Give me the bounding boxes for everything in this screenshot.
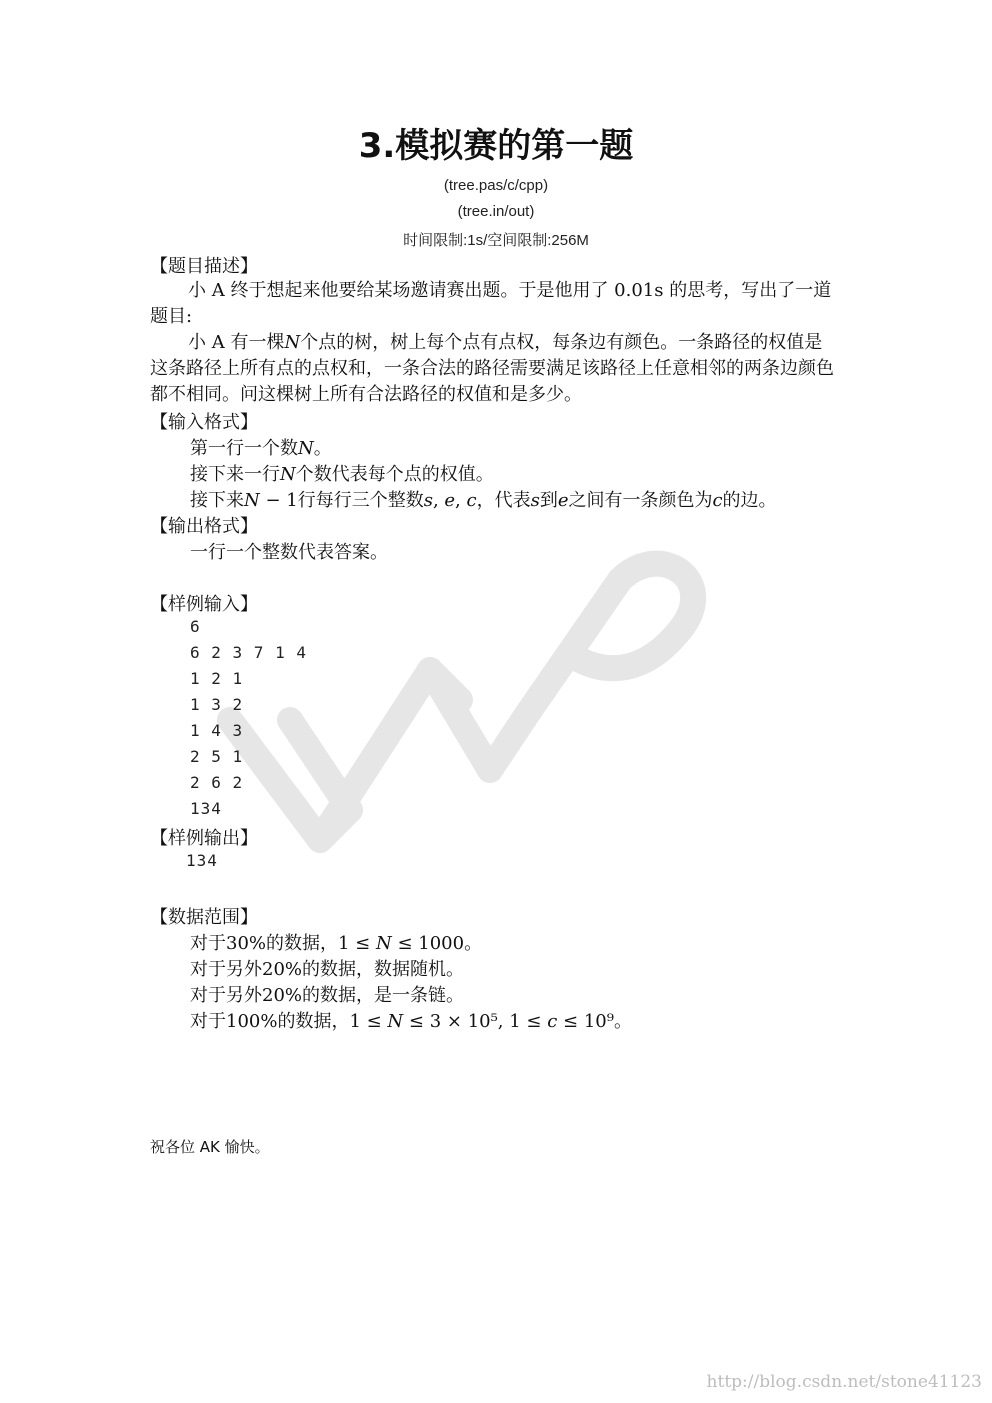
range-line-3: 对于另外20%的数据，是一条链。 — [190, 985, 465, 1006]
description-paragraph-2: 小 A 有一棵𝑁个点的树，树上每个点有点权，每条边有颜色。一条路径的权值是这条路径上所有点的点权和，一条合法的路径需要满足该路径上任意相邻的两条边颜色都不相同。问这棵树上所有合法路径的权值和是多少。 — [150, 332, 834, 405]
section-output: 【输出格式】 — [150, 516, 258, 537]
sample-input-line: 6 — [190, 617, 201, 636]
io-line: (tree.in/out) — [457, 203, 535, 220]
section-input: 【输入格式】 — [150, 412, 258, 433]
file-line: (tree.pas/c/cpp) — [443, 177, 549, 194]
sample-input-line: 2 5 1 — [190, 747, 244, 766]
input-line-1: 第一行一个数𝑁。 — [190, 438, 332, 459]
sample-input-line: 1 4 3 — [190, 721, 244, 740]
range-line-1: 对于30%的数据，1 ≤ 𝑁 ≤ 1000。 — [190, 933, 483, 954]
input-line-3: 接下来𝑁 − 1行每行三个整数𝑠, 𝑒, 𝑐，代表𝑠到𝑒之间有一条颜色为𝑐的边。 — [190, 490, 777, 511]
section-sample-input: 【样例输入】 — [150, 594, 258, 615]
output-line: 一行一个整数代表答案。 — [190, 542, 388, 563]
section-description: 【题目描述】 — [150, 256, 258, 277]
description-paragraph-1: 小 A 终于想起来他要给某场邀请赛出题。于是他用了 0.01s 的思考，写出了一道题目: — [150, 280, 832, 327]
sample-input-line: 134 — [190, 799, 222, 818]
sample-output-line: 134 — [186, 851, 218, 870]
sample-input-line: 6 2 3 7 1 4 — [190, 643, 307, 662]
input-line-2: 接下来一行𝑁个数代表每个点的权值。 — [190, 464, 494, 485]
source-url-watermark: http://blog.csdn.net/stone41123 — [706, 1372, 982, 1392]
range-line-2: 对于另外20%的数据，数据随机。 — [190, 959, 465, 980]
sample-input-line: 1 2 1 — [190, 669, 244, 688]
page-title: 3.模拟赛的第一题 — [358, 126, 634, 166]
range-line-4: 对于100%的数据，1 ≤ 𝑁 ≤ 3 × 10⁵, 1 ≤ 𝑐 ≤ 10⁹。 — [190, 1011, 632, 1032]
section-sample-output: 【样例输出】 — [150, 828, 258, 849]
sample-input-line: 2 6 2 — [190, 773, 244, 792]
wps-watermark-icon — [200, 520, 740, 880]
section-data-range: 【数据范围】 — [150, 907, 258, 928]
sample-input-line: 1 3 2 — [190, 695, 244, 714]
limits-line: 时间限制:1s/空间限制:256M — [403, 232, 589, 249]
footer-text: 祝各位 AK 愉快。 — [150, 1138, 270, 1156]
